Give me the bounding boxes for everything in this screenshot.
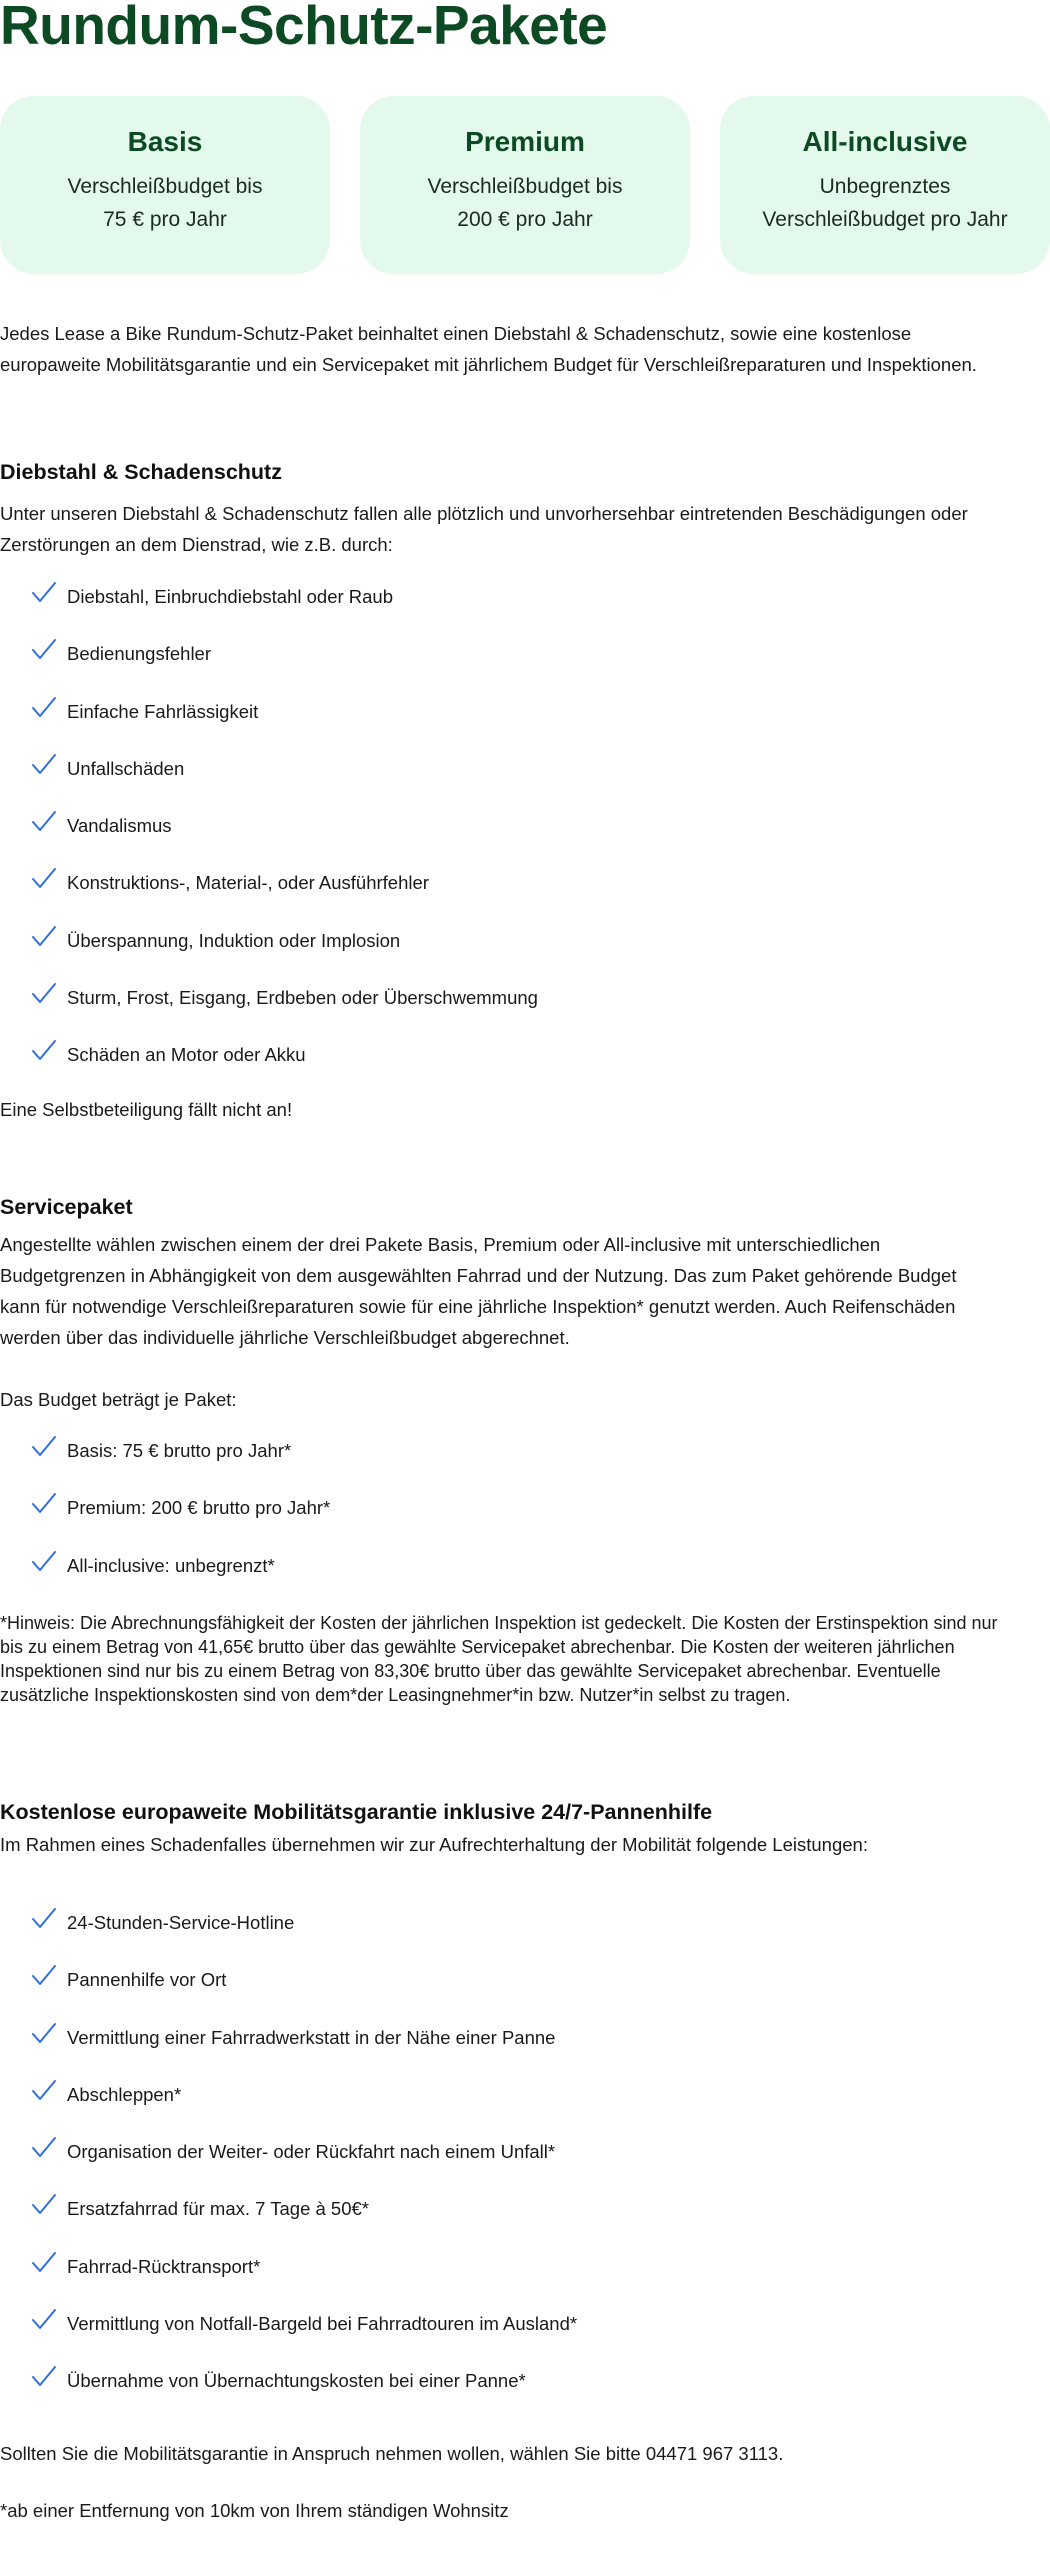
service-budget-intro: Das Budget beträgt je Paket: (0, 1389, 237, 1410)
check-icon (30, 1038, 58, 1064)
list-item (0, 1963, 1000, 2020)
service-note: *Hinweis: Die Abrechnungsfähigkeit der Kosten der jährlichen Inspektion ist gedeckelt. Die Kosten der Erstinspektion sind nur bis zu einem Betrag von 41,65€ brutto über das gewählte Servicepaket abrechenbar. Die Kosten der weiteren jährlichen Inspektionen sind nur bis zu einem Betrag von 83,30€ brutto über das gewählte Servicepaket abrechenbar. Eventuelle zusätzliche Inspektionskosten sind von dem*der Leasingnehmer*in bzw. Nutzer*in selbst zu tragen. (0, 1612, 998, 1705)
check-icon (30, 695, 58, 721)
list-item-label: Pannenhilfe vor Ort (67, 1969, 227, 1991)
list-item (0, 2078, 1000, 2135)
list-item-label: Unfallschäden (67, 757, 185, 779)
list-item (0, 2135, 1000, 2192)
check-icon (30, 1434, 58, 1460)
list-item-label: Sturm, Frost, Eisgang, Erdbeben oder Überschwemmung (67, 987, 538, 1009)
list-item-label: Basis: 75 € brutto pro Jahr* (67, 1440, 292, 1461)
mobility-list (0, 1906, 1000, 2422)
check-icon (30, 866, 58, 892)
card-title: All-inclusive (802, 126, 968, 157)
check-icon (30, 637, 58, 663)
list-item (0, 809, 1000, 866)
list-item-label: Bedienungsfehler (67, 643, 211, 665)
page-title: Rundum-Schutz-Pakete (0, 0, 608, 56)
card-title: Premium (465, 126, 585, 157)
check-icon (30, 2135, 58, 2161)
check-icon (30, 2078, 58, 2104)
list-item (0, 866, 1000, 923)
list-item-label: Diebstahl, Einbruchdiebstahl oder Raub (67, 586, 394, 607)
list-item (0, 981, 1000, 1038)
intro-section (0, 318, 1000, 380)
check-icon (30, 752, 58, 778)
list-item-label: Übernahme von Übernachtungskosten bei einer Panne* (67, 2370, 526, 2392)
list-item (0, 924, 1000, 981)
list-item-label: All-inclusive: unbegrenzt* (67, 1554, 275, 1576)
list-item (0, 1434, 1000, 1491)
mobility-contact: Sollten Sie die Mobilitätsgarantie in Anspruch nehmen wollen, wählen Sie bitte 04471 967 3113. (0, 2442, 784, 2464)
list-item (0, 752, 1000, 809)
list-item (0, 580, 1000, 637)
card-desc-line: Unbegrenztes (819, 175, 951, 198)
intro-text: Jedes Lease a Bike Rundum-Schutz-Paket beinhaltet einen Diebstahl & Schadenschutz, sowie eine kostenlose europaweite Mobilitätsgarantie und ein Servicepaket mit jährlichem Budget für Verschleißreparaturen und Inspektionen. (0, 323, 977, 375)
list-item-label: Premium: 200 € brutto pro Jahr* (67, 1497, 331, 1519)
check-icon (30, 2250, 58, 2276)
list-item (0, 1491, 1000, 1548)
list-item-label: Vandalismus (67, 815, 172, 837)
theft-heading: Diebstahl & Schadenschutz (0, 460, 282, 484)
card-description (720, 170, 1050, 236)
check-icon (30, 580, 58, 606)
service-list (0, 1434, 1000, 1606)
check-icon (30, 2307, 58, 2333)
list-item-label: Vermittlung einer Fahrradwerkstatt in der Nähe einer Panne (67, 2026, 556, 2048)
theft-footer: Eine Selbstbeteiligung fällt nicht an! (0, 1098, 293, 1120)
check-icon (30, 1963, 58, 1989)
list-item-label: Schäden an Motor oder Akku (67, 1044, 306, 1066)
list-item (0, 637, 1000, 694)
list-item-label: Abschleppen* (67, 2083, 182, 2105)
list-item (0, 695, 1000, 752)
list-item (0, 1549, 1000, 1606)
card-description (0, 170, 330, 236)
theft-section (0, 457, 1000, 1125)
card-desc-line: Verschleißbudget bis (67, 175, 263, 198)
check-icon (30, 1549, 58, 1575)
service-section (0, 1192, 1000, 1707)
list-item-label: Einfache Fahrlässigkeit (67, 700, 259, 722)
service-heading: Servicepaket (0, 1195, 133, 1219)
theft-text: Unter unseren Diebstahl & Schadenschutz fallen alle plötzlich und unvorhersehbar eintretenden Beschädigungen oder Zerstörungen an dem Dienstrad, wie z.B. durch: (0, 503, 968, 555)
card-title: Basis (127, 126, 203, 157)
list-item (0, 1906, 1000, 1963)
check-icon (30, 2192, 58, 2218)
list-item (0, 2250, 1000, 2307)
list-item-label: Organisation der Weiter- oder Rückfahrt nach einem Unfall* (67, 2141, 556, 2163)
list-item (0, 2364, 1000, 2421)
mobility-heading: Kostenlose europaweite Mobilitätsgarantie inklusive 24/7-Pannenhilfe (0, 1800, 713, 1824)
card-desc-line: 200 € pro Jahr (457, 208, 593, 231)
mobility-footnote: *ab einer Entfernung von 10km von Ihrem ständigen Wohnsitz (0, 2499, 509, 2521)
service-text: Angestellte wählen zwischen einem der drei Pakete Basis, Premium oder All-inclusive mit unterschiedlichen Budgetgrenzen in Abhängigkeit von dem ausgewählten Fahrrad und der Nutzung. Das zum Paket gehörende Budget kann für notwendige Verschleißreparaturen sowie für eine jährliche Inspektion* genutzt werden. Auch Reifenschäden werden über das individuelle jährliche Verschleißbudget abgerechnet. (0, 1234, 957, 1348)
package-card-basis (0, 96, 330, 274)
list-item-label: Ersatzfahrrad für max. 7 Tage à 50€* (67, 2198, 369, 2220)
check-icon (30, 924, 58, 950)
check-icon (30, 981, 58, 1007)
mobility-text: Im Rahmen eines Schadenfalles übernehmen wir zur Aufrechterhaltung der Mobilität folgende Leistungen: (0, 1834, 868, 1855)
list-item (0, 1038, 1000, 1095)
card-description (360, 170, 690, 236)
list-item (0, 2021, 1000, 2078)
card-desc-line: Verschleißbudget pro Jahr (762, 208, 1008, 231)
card-desc-line: 75 € pro Jahr (103, 208, 227, 231)
check-icon (30, 1491, 58, 1517)
check-icon (30, 2021, 58, 2047)
check-icon (30, 2364, 58, 2390)
list-item-label: 24-Stunden-Service-Hotline (67, 1912, 295, 1933)
list-item (0, 2307, 1000, 2364)
list-item (0, 2192, 1000, 2249)
check-icon (30, 809, 58, 835)
card-desc-line: Verschleißbudget bis (427, 175, 623, 198)
package-card-all-inclusive (720, 96, 1050, 274)
list-item-label: Vermittlung von Notfall-Bargeld bei Fahrradtouren im Ausland* (67, 2313, 578, 2335)
check-icon (30, 1906, 58, 1932)
list-item-label: Fahrrad-Rücktransport* (67, 2255, 261, 2277)
list-item-label: Konstruktions-, Material-, oder Ausführfehler (67, 872, 429, 894)
mobility-section (0, 1797, 1000, 2526)
package-card-premium (360, 96, 690, 274)
theft-list (0, 580, 1000, 1096)
package-cards (0, 96, 1050, 274)
list-item-label: Überspannung, Induktion oder Implosion (67, 929, 401, 951)
